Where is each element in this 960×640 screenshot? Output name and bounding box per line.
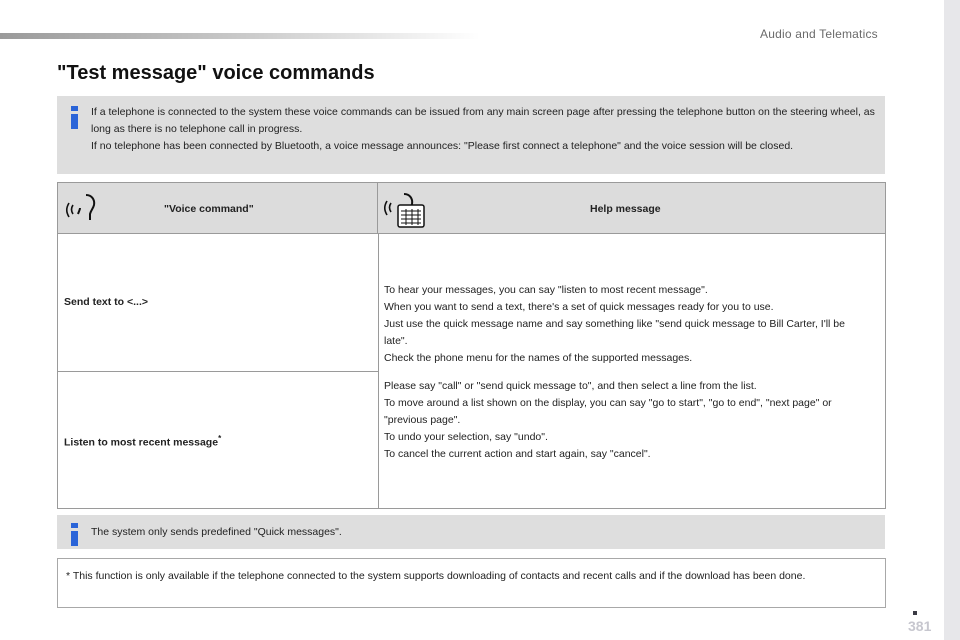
info-paragraph: If no telephone has been connected by Bluetooth, a voice message announces: "Please first connect a telephone" and the voice session will be closed. xyxy=(91,140,794,152)
page-marker xyxy=(913,611,917,615)
info-text: The system only sends predefined "Quick messages". xyxy=(91,526,342,538)
command-label: Listen to most recent message xyxy=(64,436,219,449)
help-line: To undo your selection, say "undo". xyxy=(384,431,548,443)
table-header-help xyxy=(378,183,885,233)
page-number: 381 xyxy=(908,618,932,634)
help-line: When you want to send a text, there's a set of quick messages ready for you to use. xyxy=(384,301,774,313)
column-divider xyxy=(378,233,379,508)
info-icon xyxy=(71,523,78,546)
footnote-marker: * xyxy=(218,434,222,443)
help-line: Just use the quick message name and say something like "send quick message to Bill Carter, I'll be late". xyxy=(384,318,845,347)
help-line: To hear your messages, you can say "listen to most recent message". xyxy=(384,284,708,296)
column-header-help-message: Help message xyxy=(590,203,661,215)
info-box-quick-messages xyxy=(57,515,885,549)
page-side-bar xyxy=(944,0,960,640)
header-divider xyxy=(58,233,885,234)
column-header-voice-command: "Voice command" xyxy=(164,203,254,215)
command-listen-recent xyxy=(64,434,221,449)
top-decorative-rule xyxy=(0,33,480,39)
voice-command-table xyxy=(57,182,886,509)
help-message-icon xyxy=(384,190,428,230)
table-header-command xyxy=(58,183,378,233)
row-divider xyxy=(58,371,378,372)
help-line: To move around a list shown on the display, you can say "go to start", "go to end", "next page" or "previous page". xyxy=(384,397,832,426)
help-message-block-1 xyxy=(384,282,864,367)
footnote-box xyxy=(57,558,886,608)
info-box-connection xyxy=(57,96,885,174)
help-line: Please say "call" or "send quick message to", and then select a line from the list. xyxy=(384,380,757,392)
help-line: To cancel the current action and start again, say "cancel". xyxy=(384,448,651,460)
command-send-text: Send text to <...> xyxy=(64,296,149,308)
voice-command-icon xyxy=(64,190,100,224)
info-icon xyxy=(71,106,78,129)
help-line: Check the phone menu for the names of the supported messages. xyxy=(384,352,693,364)
info-paragraph: If a telephone is connected to the system these voice commands can be issued from any main screen page after pressing the telephone button on the steering wheel, as long as there is no telephone call in progress. xyxy=(91,106,875,135)
footnote-text: * This function is only available if the telephone connected to the system supports downloading of contacts and recent calls and if the download has been done. xyxy=(66,570,806,582)
page-title: "Test message" voice commands xyxy=(57,62,375,84)
help-message-block-2 xyxy=(384,378,864,463)
section-header: Audio and Telematics xyxy=(760,27,878,41)
